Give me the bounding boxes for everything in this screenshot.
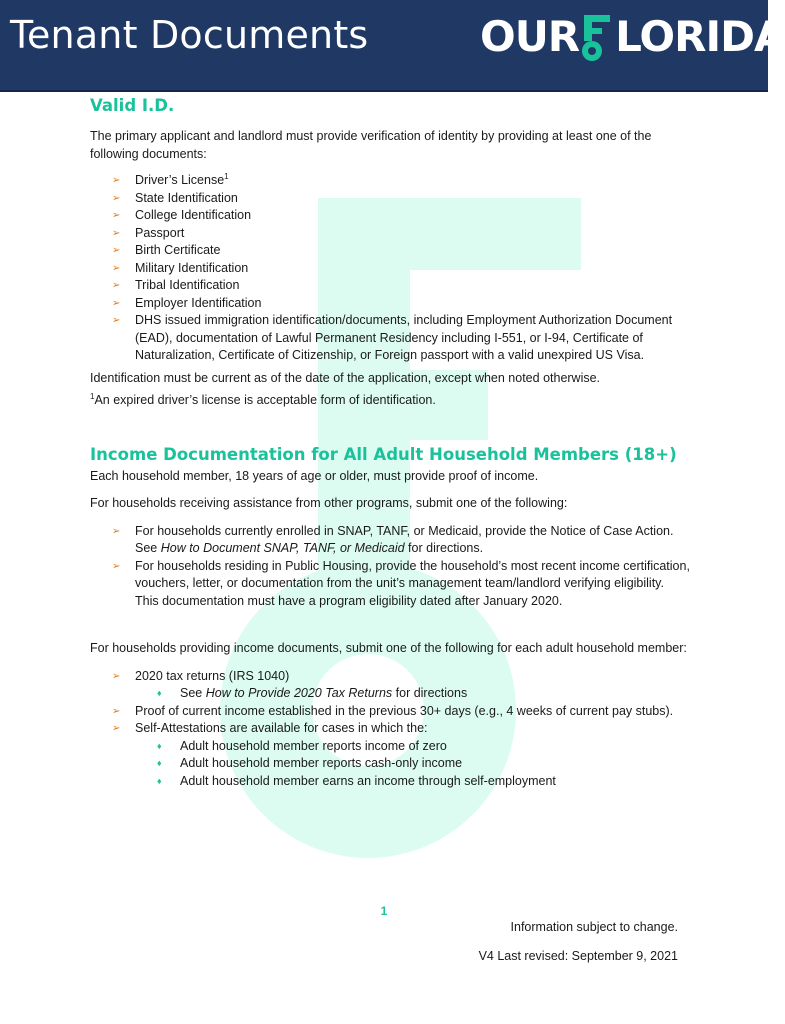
logo-text-lorida: LORIDA: [615, 12, 785, 61]
list-item: [135, 720, 690, 790]
list-item: ➢ State Identification: [135, 190, 690, 208]
list-item-text: 2020 tax returns (IRS 1040): [135, 668, 290, 683]
list-item: ➢ Proof of current income established in the previous 30+ days (e.g., 4 weeks of current pay stubs).: [135, 703, 690, 721]
list-item-text: Self-Attestations are available for cases in which the:: [135, 721, 428, 735]
sub-list: [135, 738, 690, 791]
our-florida-logo: [480, 10, 785, 64]
disclaimer-text: Information subject to change.: [510, 920, 678, 934]
list-item-text: for directions.: [404, 541, 484, 555]
list-item-text: Driver’s License: [135, 173, 225, 187]
sub-list-item: ♦ Adult household member reports income of zero: [180, 738, 690, 756]
assistance-intro: For households receiving assistance from other programs, submit one of the following:: [90, 496, 568, 510]
list-item: ➢ DHS issued immigration identification/documents, including Employment Authorization Document (EAD), documentation of Lawful Permanent Residency including I-551, or I-94, Certificate of Naturalization, Certificate of Citizenship, or Foreign passport with a valid unexpired US Visa.: [135, 312, 690, 365]
id-document-list: [90, 172, 690, 365]
id-current-note: Identification must be current as of the date of the application, except when noted otherwise.: [90, 370, 601, 385]
list-item-text: See: [180, 686, 206, 700]
page-title: Tenant Documents: [10, 13, 369, 57]
footnote-text: An expired driver’s license is acceptable form of identification.: [94, 393, 436, 407]
list-item: ➢ Employer Identification: [135, 295, 690, 313]
valid-id-intro: The primary applicant and landlord must provide verification of identity by providing at least one of the following documents:: [90, 129, 652, 161]
list-item: [135, 523, 690, 558]
key-icon: [580, 11, 614, 63]
header-bar: [0, 0, 785, 92]
list-item: [135, 668, 690, 703]
revision-text: V4 Last revised: September 9, 2021: [478, 949, 678, 963]
list-item: ➢ Passport: [135, 225, 690, 243]
logo-text-our: OUR: [480, 12, 580, 61]
doc-reference: How to Document SNAP, TANF, or Medicaid: [160, 541, 405, 555]
sub-list-item: [180, 685, 690, 703]
doc-reference: How to Provide 2020 Tax Returns: [205, 686, 393, 700]
income-docs-intro: For households providing income documents, submit one of the following for each adult household member:: [90, 641, 687, 655]
sub-list-item: ♦ Adult household member earns an income through self-employment: [180, 773, 690, 791]
list-item: ➢ College Identification: [135, 207, 690, 225]
list-item: ➢ Tribal Identification: [135, 277, 690, 295]
footnote-number: 1: [90, 391, 95, 401]
list-item-text: For households currently enrolled in SNAP, TANF, or Medicaid, provide the Notice of Case Action. See: [135, 523, 674, 555]
list-item: ➢ Birth Certificate: [135, 242, 690, 260]
list-item-text: for directions: [392, 686, 468, 700]
valid-id-heading: Valid I.D.: [90, 96, 175, 115]
document-body: [90, 92, 690, 790]
sub-list: [135, 685, 690, 703]
income-heading: Income Documentation for All Adult Household Members (18+): [90, 444, 677, 464]
list-item: [135, 172, 690, 190]
income-intro: Each household member, 18 years of age or older, must provide proof of income.: [90, 468, 539, 483]
list-item: ➢ For households residing in Public Housing, provide the household’s most recent income certification, vouchers, letter, or documentation from the unit’s management team/landlord verifying eligibility. This documentation must have a program eligibility dated after January 2020.: [135, 558, 690, 611]
list-item: ➢ Military Identification: [135, 260, 690, 278]
page-number: 1: [380, 904, 388, 918]
assistance-list: [90, 523, 690, 611]
footnote-marker: 1: [224, 171, 229, 181]
income-docs-list: [90, 668, 690, 791]
sub-list-item: ♦ Adult household member reports cash-only income: [180, 755, 690, 773]
id-footnote: [90, 392, 690, 410]
